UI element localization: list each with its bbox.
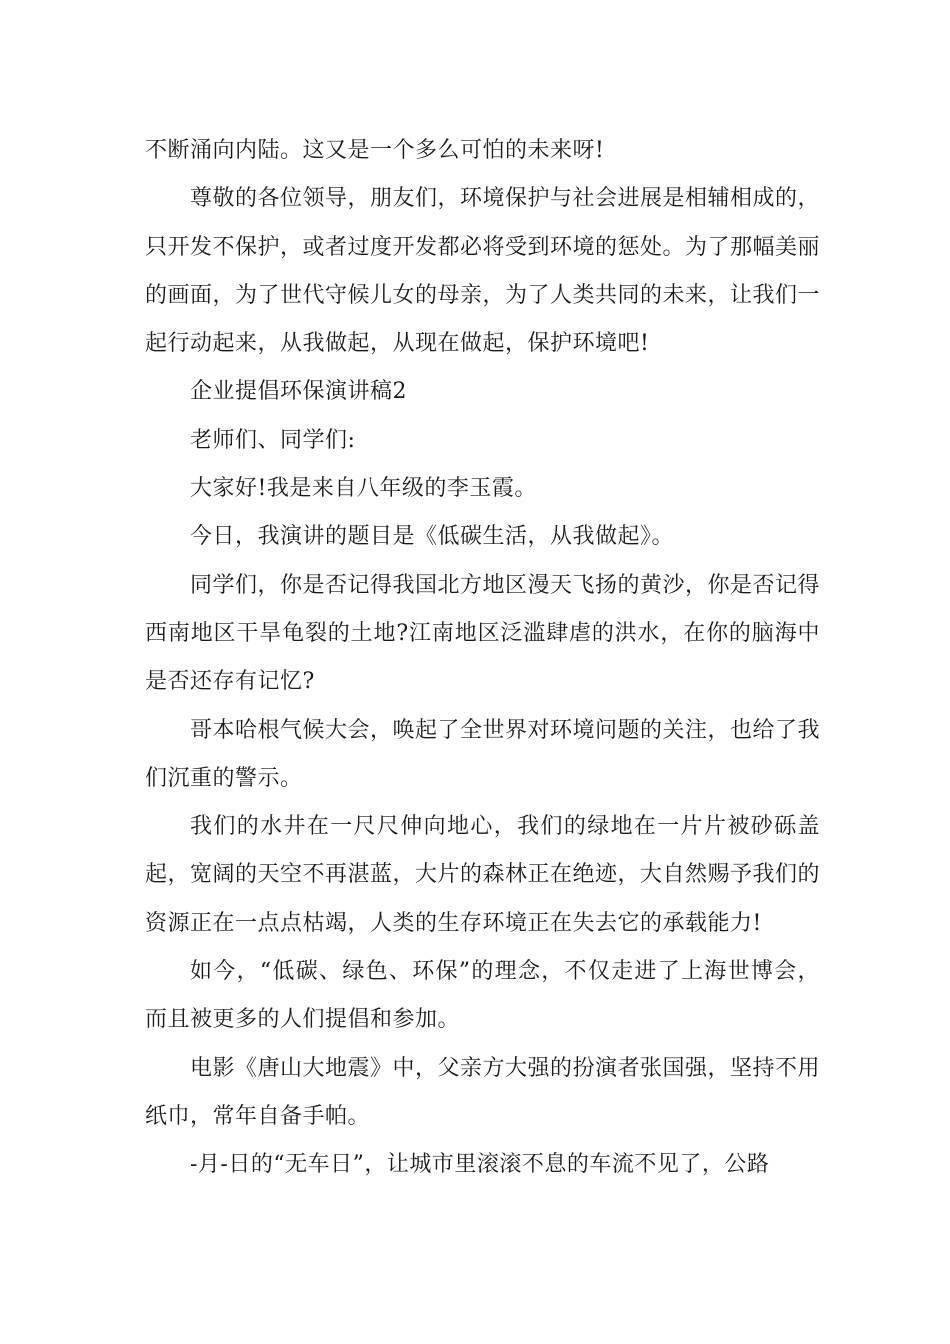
paragraph-9: 我们的水井在一尺尺伸向地心，我们的绿地在一片片被砂砾盖起，宽阔的天空不再湛蓝，大片的森林正在绝迹，大自然赐予我们的资源正在一点点枯竭，人类的生存环境正在失去它的承载能力! xyxy=(145,814,821,936)
paragraph-7: 同学们，你是否记得我国北方地区漫天飞扬的黄沙，你是否记得西南地区干旱龟裂的土地?江南地区泛滥肆虐的洪水，在你的脑海中是否还存有记忆? xyxy=(145,572,821,695)
paragraph-2: 尊敬的各位领导，朋友们，环境保护与社会进展是相辅相成的，只开发不保护，或者过度开发都必将受到环境的惩处。为了那幅美丽的画面，为了世代守候儿女的母亲，为了人类共同的未来，让我们一起行动起来，从我做起，从现在做起，保护环境吧! xyxy=(145,186,821,357)
paragraph-11: 电影《唐山大地震》中，父亲方大强的扮演者张国强，坚持不用纸巾，常年自备手帕。 xyxy=(145,1055,821,1129)
paragraph-greeting: 大家好!我是来自八年级的李玉霞。 xyxy=(190,476,537,502)
paragraph-8: 哥本哈根气候大会，唤起了全世界对环境问题的关注，也给了我们沉重的警示。 xyxy=(145,717,821,791)
salutation: 老师们、同学们: xyxy=(190,427,356,453)
document-body xyxy=(145,127,820,1190)
paragraph-topic: 今日，我演讲的题目是《低碳生活，从我做起》。 xyxy=(190,524,675,550)
section-heading: 企业提倡环保演讲稿2 xyxy=(190,379,407,405)
paragraph-12: -月-日的“无车日”，让城市里滚滚不息的车流不见了，公路 xyxy=(190,1152,770,1178)
paragraph-10: 如今，“低碳、绿色、环保”的理念，不仅走进了上海世博会，而且被更多的人们提倡和参加。 xyxy=(145,959,820,1033)
paragraph-1: 不断涌向内陆。这又是一个多么可怕的未来呀! xyxy=(145,138,605,163)
